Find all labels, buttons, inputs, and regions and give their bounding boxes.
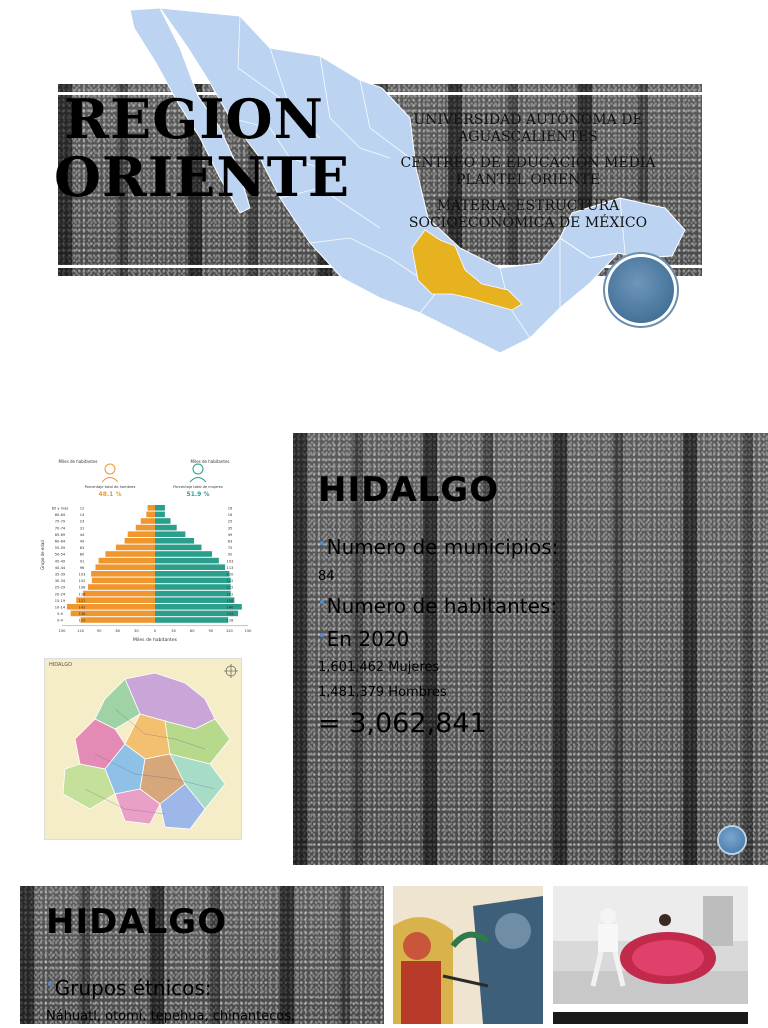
pyramid-tick-label: 60 (189, 628, 195, 633)
pyramid-men-value: 120 (78, 618, 86, 623)
pyramid-women-value: 92 (227, 552, 233, 557)
pyramid-bar-men (92, 578, 155, 584)
pyramid-bar-men (105, 551, 155, 557)
grupos-label: Grupos étnicos: (54, 976, 212, 1000)
pyramid-women-value: 122 (226, 585, 234, 590)
slide-title-text: REGION ORIENTE (54, 87, 351, 209)
pyramid-bar-women (155, 584, 231, 590)
habitantes-label: Numero de habitantes: (326, 594, 558, 618)
pyramid-tick-label: 150 (58, 628, 66, 633)
hombres-count: 1,481,379 Hombres (318, 685, 447, 700)
pyramid-men-value: 96 (79, 565, 85, 570)
pyramid-men-value: 116 (78, 592, 86, 597)
hidalgo-map-title: HIDALGO (49, 662, 73, 668)
pyramid-tick-label: 90 (96, 628, 102, 633)
slide-title (0, 0, 768, 370)
pyramid-bar-women (155, 564, 225, 570)
pyramid-bar-men (125, 538, 155, 544)
pyramid-tick-label: 120 (77, 628, 85, 633)
pyramid-bar-women (155, 518, 171, 524)
pyramid-men-value: 102 (78, 579, 86, 584)
codex-illustration (393, 886, 543, 1024)
pyramid-bar-women (155, 505, 165, 511)
pyramid-bar-men (141, 518, 155, 524)
pyramid-men-value: 44 (79, 532, 85, 537)
pyramid-age-label: 85 y más (51, 506, 69, 511)
pyramid-men-value: 31 (79, 526, 85, 531)
pyramid-tick-label: 0 (153, 628, 157, 633)
decorative-circle-small (719, 827, 745, 853)
pyramid-men-value: 23 (79, 519, 85, 524)
pyramid-bar-women (155, 591, 231, 597)
pyramid-bar-men (91, 571, 155, 577)
pyramid-age-label: 75-79 (54, 519, 66, 524)
pyramid-tick-label: 150 (244, 628, 252, 633)
men-percent-value: 48.1 % (98, 491, 122, 498)
pyramid-women-value: 103 (226, 559, 234, 564)
pyramid-men-value: 136 (78, 612, 86, 617)
pyramid-age-label: 60-64 (54, 539, 66, 544)
pyramid-left-header: Miles de habitantes (58, 459, 98, 464)
hidalgo-title-2: HIDALGO (46, 902, 228, 942)
men-percent-label: Porcentaje total de hombres (84, 485, 136, 489)
compass-icon (224, 664, 238, 678)
pyramid-age-label: 35-39 (54, 572, 66, 577)
hidalgo-municipal-map (44, 658, 242, 840)
year-bullet: •En 2020 (318, 627, 410, 651)
pyramid-age-label: 25-29 (54, 585, 66, 590)
university-name: UNIVERSIDAD AUTÓNOMA DE AGUASCALIENTES (413, 112, 643, 145)
pyramid-bar-women (155, 597, 234, 603)
pyramid-bar-women (155, 545, 202, 551)
pyramid-right-header: Miles de habitantes (190, 459, 230, 464)
pyramid-men-value: 103 (78, 572, 86, 577)
pyramid-age-label: 30-34 (54, 579, 66, 584)
hidalgo-title: HIDALGO (318, 470, 500, 510)
pyramid-bar-women (155, 551, 212, 557)
pyramid-age-label: 0-4 (57, 618, 63, 623)
population-pyramid (40, 455, 252, 645)
pyramid-women-value: 134 (226, 612, 234, 617)
pyramid-age-label: 65-69 (54, 532, 66, 537)
decorative-circle (608, 257, 674, 323)
year-label: En 2020 (326, 627, 410, 651)
pyramid-men-value: 14 (79, 513, 85, 518)
pyramid-age-label: 40-44 (54, 565, 66, 570)
pyramid-women-value: 75 (227, 546, 233, 551)
pyramid-bar-men (99, 558, 155, 564)
pyramid-tick-label: 60 (115, 628, 121, 633)
pyramid-men-value: 49 (79, 539, 85, 544)
pyramid-bar-women (155, 512, 165, 518)
pyramid-men-value: 127 (78, 598, 86, 603)
pyramid-bar-women (155, 538, 194, 544)
pyramid-bar-men (95, 564, 155, 570)
folk-dance-photo (553, 886, 748, 1004)
pyramid-men-value: 91 (79, 559, 85, 564)
habitantes-bullet: •Numero de habitantes: (318, 594, 558, 618)
pyramid-women-value: 122 (226, 592, 234, 597)
grupos-value: Náhuatl, otomí, tepehua, chinantecos, (46, 1009, 296, 1024)
pyramid-tick-label: 30 (134, 628, 139, 633)
dark-photo-strip (553, 1012, 748, 1024)
pyramid-bar-women (155, 617, 228, 623)
pyramid-age-label: 80-84 (54, 513, 66, 518)
pyramid-bar-men (148, 505, 155, 511)
men-person-icon (102, 464, 118, 482)
pyramid-women-value: 49 (227, 532, 233, 537)
pyramid-women-value: 25 (227, 519, 233, 524)
pyramid-bar-women (155, 531, 185, 537)
pyramid-bar-women (155, 558, 219, 564)
pyramid-men-value: 142 (78, 605, 86, 610)
pyramid-bar-men (128, 531, 155, 537)
pyramid-women-value: 16 (227, 513, 233, 518)
pyramid-bar-women (155, 578, 231, 584)
school-name: CENTREO DE EDUCACIÓN MEDIA PLANTEL ORIENTE (400, 155, 656, 188)
pyramid-men-value: 63 (79, 546, 85, 551)
pyramid-women-value: 16 (227, 506, 233, 511)
grupos-bullet: •Grupos étnicos: (46, 976, 212, 1000)
pyramid-age-label: 70-74 (54, 526, 66, 531)
pyramid-bar-men (83, 591, 155, 597)
municipios-bullet: •Numero de municipios: (318, 535, 559, 559)
pyramid-bar-men (76, 597, 155, 603)
pyramid-women-value: 140 (226, 605, 234, 610)
pyramid-bar-women (155, 571, 229, 577)
pyramid-tick-label: 30 (171, 628, 176, 633)
population-total: = 3,062,841 (318, 708, 487, 739)
pyramid-men-value: 12 (79, 506, 85, 511)
pyramid-bar-women (155, 525, 177, 531)
pyramid-women-value: 63 (227, 539, 233, 544)
pyramid-bar-men (116, 545, 155, 551)
pyramid-age-label: 50-54 (54, 552, 66, 557)
pyramid-women-value: 113 (226, 565, 234, 570)
pyramid-men-value: 108 (78, 585, 86, 590)
women-percent-value: 51.9 % (186, 491, 210, 498)
women-percent-label: Porcentaje total de mujeres (173, 485, 223, 489)
pyramid-age-label: 20-24 (54, 592, 66, 597)
pyramid-age-label: 45-49 (54, 559, 66, 564)
pyramid-bar-men (78, 617, 155, 623)
pyramid-bar-men (136, 525, 155, 531)
women-person-icon (190, 464, 206, 482)
institution-info (378, 112, 678, 241)
pyramid-tick-label: 120 (225, 628, 233, 633)
municipios-value: 84 (318, 569, 335, 584)
pyramid-age-label: 5-9 (57, 612, 63, 617)
pyramid-age-label: 15-19 (54, 598, 66, 603)
pyramid-age-label: 55-59 (54, 546, 66, 551)
subject-name: MATERIA: ESTRUCTURA SOCIOECONÓMICA DE MÉXICO (408, 198, 648, 231)
pyramid-bar-men (146, 512, 155, 518)
municipios-label: Numero de municipios: (326, 535, 559, 559)
pyramid-women-value: 120 (226, 572, 234, 577)
pyramid-women-value: 118 (226, 618, 234, 623)
pyramid-x-axis-label: Miles de habitantes (133, 638, 177, 643)
pyramid-women-value: 122 (226, 579, 234, 584)
pyramid-women-value: 128 (226, 598, 234, 603)
mujeres-count: 1,601,462 Mujeres (318, 660, 440, 675)
pyramid-bar-men (88, 584, 155, 590)
pyramid-women-value: 35 (227, 526, 233, 531)
pyramid-men-value: 80 (79, 552, 85, 557)
pyramid-tick-label: 90 (208, 628, 214, 633)
age-axis-label: Grupo de edad (40, 540, 45, 570)
pyramid-age-label: 10-14 (54, 605, 66, 610)
